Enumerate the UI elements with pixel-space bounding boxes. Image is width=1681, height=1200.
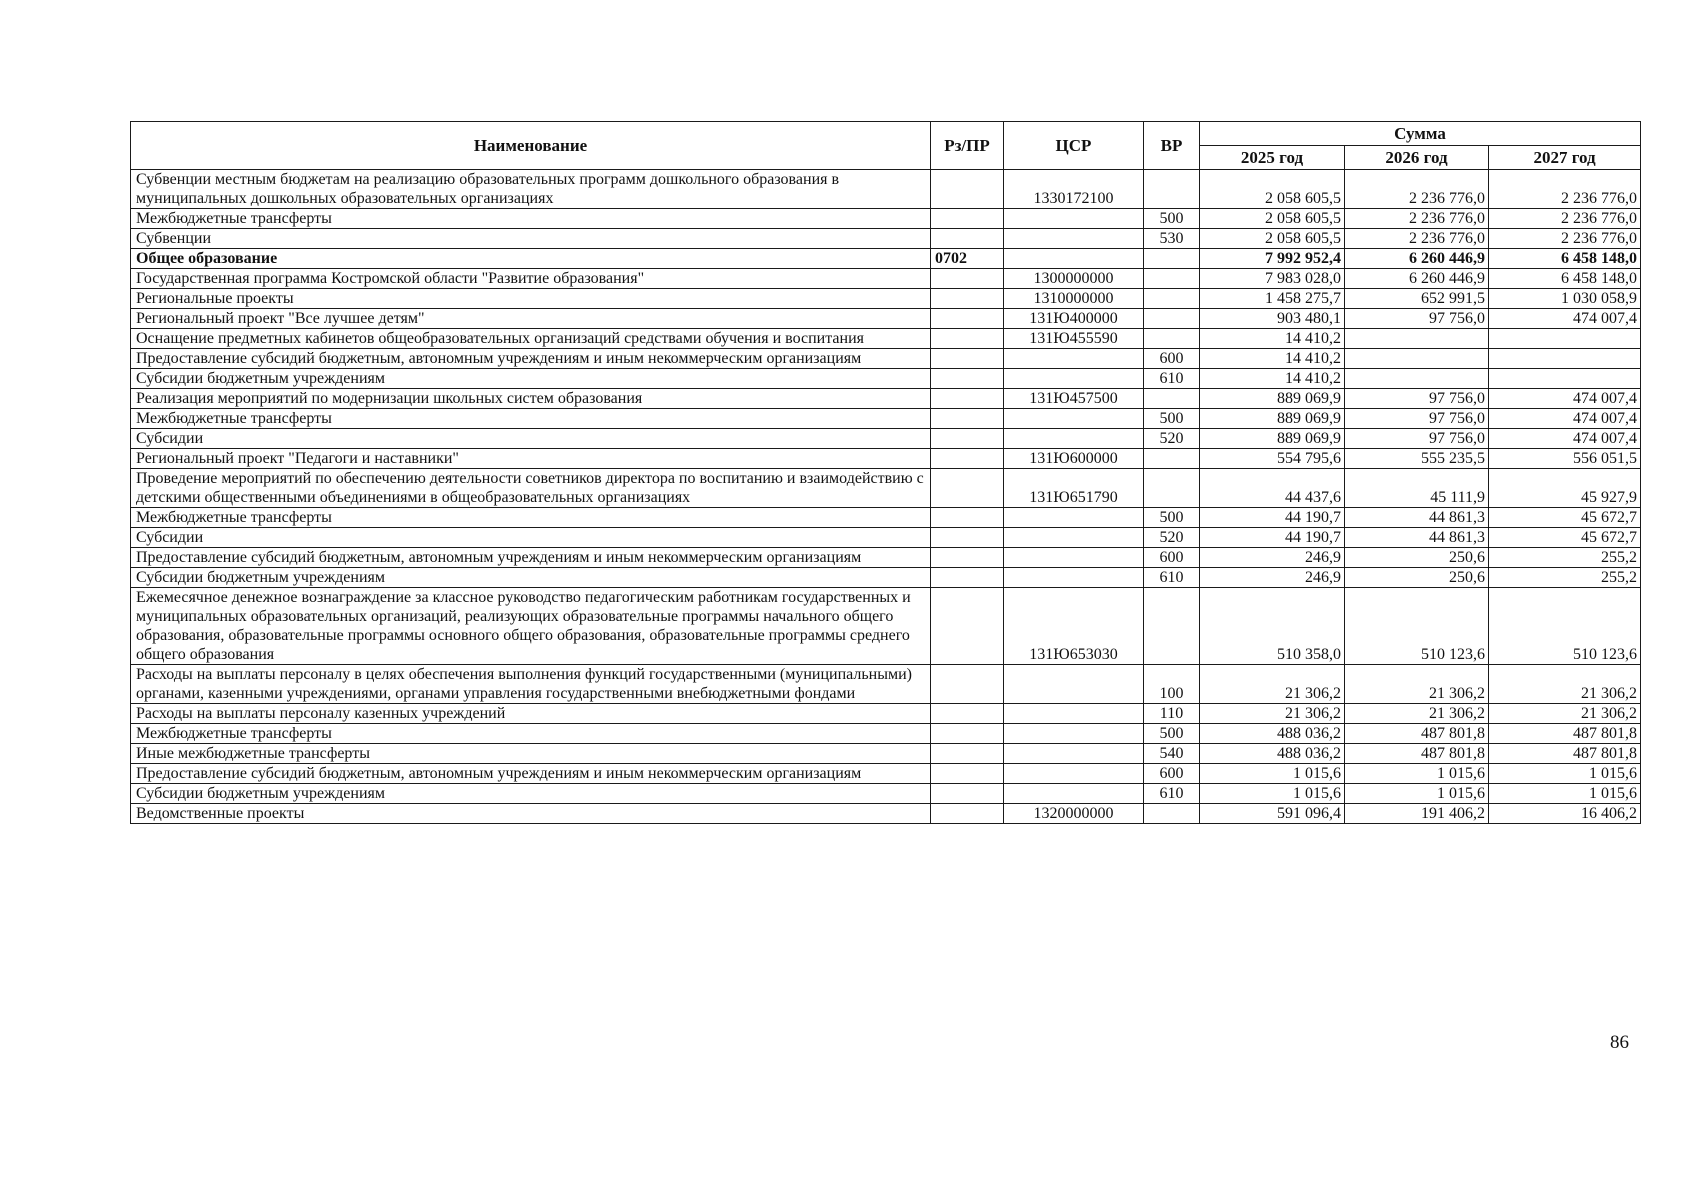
row-vr: 100 (1144, 665, 1200, 704)
row-name: Предоставление субсидий бюджетным, автономным учреждениям и иным некоммерческим организациям (131, 349, 931, 369)
row-sum-2027: 6 458 148,0 (1489, 249, 1641, 269)
row-sum-2027: 2 236 776,0 (1489, 170, 1641, 209)
row-vr (1144, 289, 1200, 309)
row-sum-2025: 14 410,2 (1200, 329, 1345, 349)
row-sum-2026: 44 861,3 (1345, 528, 1489, 548)
table-body (131, 170, 1641, 824)
row-sum-2026: 250,6 (1345, 568, 1489, 588)
row-name: Проведение мероприятий по обеспечению деятельности советников директора по воспитанию и взаимодействию с детскими общественными объединениями в общеобразовательных организациях (131, 469, 931, 508)
table-row (131, 209, 1641, 229)
row-rz-pr (931, 209, 1004, 229)
row-sum-2026: 1 015,6 (1345, 764, 1489, 784)
row-name: Предоставление субсидий бюджетным, автономным учреждениям и иным некоммерческим организациям (131, 548, 931, 568)
row-rz-pr (931, 329, 1004, 349)
row-vr: 600 (1144, 548, 1200, 568)
row-sum-2026: 97 756,0 (1345, 309, 1489, 329)
row-sum-2027: 2 236 776,0 (1489, 229, 1641, 249)
row-rz-pr (931, 269, 1004, 289)
row-name: Межбюджетные трансферты (131, 724, 931, 744)
row-vr: 540 (1144, 744, 1200, 764)
row-rz-pr (931, 744, 1004, 764)
header-vr: ВР (1144, 122, 1200, 170)
row-vr (1144, 309, 1200, 329)
row-csr: 1330172100 (1004, 170, 1144, 209)
row-sum-2026: 250,6 (1345, 548, 1489, 568)
row-csr: 1320000000 (1004, 804, 1144, 824)
row-sum-2025: 44 190,7 (1200, 508, 1345, 528)
row-sum-2027: 1 015,6 (1489, 764, 1641, 784)
row-sum-2027: 510 123,6 (1489, 588, 1641, 665)
row-sum-2026: 652 991,5 (1345, 289, 1489, 309)
table-row (131, 744, 1641, 764)
row-sum-2025: 21 306,2 (1200, 704, 1345, 724)
row-name: Субсидии (131, 528, 931, 548)
row-rz-pr (931, 170, 1004, 209)
page-number: 86 (1610, 1032, 1629, 1053)
table-row (131, 389, 1641, 409)
row-sum-2027: 45 927,9 (1489, 469, 1641, 508)
row-sum-2026: 6 260 446,9 (1345, 269, 1489, 289)
row-sum-2026: 44 861,3 (1345, 508, 1489, 528)
header-name: Наименование (131, 122, 931, 170)
table-row (131, 449, 1641, 469)
table-row (131, 588, 1641, 665)
row-sum-2026 (1345, 329, 1489, 349)
row-sum-2025: 21 306,2 (1200, 665, 1345, 704)
row-rz-pr (931, 784, 1004, 804)
row-csr (1004, 508, 1144, 528)
row-rz-pr (931, 229, 1004, 249)
table-row (131, 724, 1641, 744)
row-sum-2027: 45 672,7 (1489, 508, 1641, 528)
row-vr: 500 (1144, 209, 1200, 229)
row-csr: 1310000000 (1004, 289, 1144, 309)
table-row (131, 289, 1641, 309)
row-sum-2027: 556 051,5 (1489, 449, 1641, 469)
row-name: Субвенции (131, 229, 931, 249)
row-sum-2027: 474 007,4 (1489, 409, 1641, 429)
row-rz-pr: 0702 (931, 249, 1004, 269)
row-rz-pr (931, 429, 1004, 449)
header-csr: ЦСР (1004, 122, 1144, 170)
row-rz-pr (931, 588, 1004, 665)
row-rz-pr (931, 724, 1004, 744)
row-sum-2027: 21 306,2 (1489, 704, 1641, 724)
row-sum-2025: 903 480,1 (1200, 309, 1345, 329)
row-sum-2026: 2 236 776,0 (1345, 170, 1489, 209)
row-csr: 131Ю600000 (1004, 449, 1144, 469)
table-row (131, 548, 1641, 568)
table-row (131, 429, 1641, 449)
table-row (131, 229, 1641, 249)
row-sum-2026: 191 406,2 (1345, 804, 1489, 824)
row-vr: 600 (1144, 349, 1200, 369)
table-row (131, 329, 1641, 349)
table-row (131, 170, 1641, 209)
header-year-2027: 2027 год (1489, 146, 1641, 170)
row-name: Расходы на выплаты персоналу казенных учреждений (131, 704, 931, 724)
table-row (131, 409, 1641, 429)
row-name: Межбюджетные трансферты (131, 508, 931, 528)
row-rz-pr (931, 369, 1004, 389)
row-vr: 610 (1144, 369, 1200, 389)
row-rz-pr (931, 508, 1004, 528)
row-name: Межбюджетные трансферты (131, 409, 931, 429)
row-csr (1004, 724, 1144, 744)
row-sum-2027: 2 236 776,0 (1489, 209, 1641, 229)
row-sum-2027: 255,2 (1489, 568, 1641, 588)
row-sum-2025: 14 410,2 (1200, 369, 1345, 389)
row-csr (1004, 349, 1144, 369)
table-row (131, 349, 1641, 369)
row-rz-pr (931, 289, 1004, 309)
row-sum-2026: 45 111,9 (1345, 469, 1489, 508)
row-csr: 131Ю455590 (1004, 329, 1144, 349)
row-name: Субсидии бюджетным учреждениям (131, 784, 931, 804)
row-sum-2025: 7 992 952,4 (1200, 249, 1345, 269)
row-name: Субсидии (131, 429, 931, 449)
row-sum-2026: 97 756,0 (1345, 429, 1489, 449)
row-sum-2027 (1489, 329, 1641, 349)
row-name: Региональный проект "Педагоги и наставники" (131, 449, 931, 469)
row-csr (1004, 784, 1144, 804)
row-csr (1004, 665, 1144, 704)
row-rz-pr (931, 449, 1004, 469)
row-rz-pr (931, 704, 1004, 724)
row-name: Субвенции местным бюджетам на реализацию образовательных программ дошкольного образования в муниципальных дошкольных образовательных организациях (131, 170, 931, 209)
row-csr (1004, 229, 1144, 249)
row-sum-2025: 554 795,6 (1200, 449, 1345, 469)
row-sum-2027: 45 672,7 (1489, 528, 1641, 548)
row-rz-pr (931, 764, 1004, 784)
row-vr: 520 (1144, 528, 1200, 548)
table-row (131, 804, 1641, 824)
row-vr: 610 (1144, 568, 1200, 588)
table-row (131, 568, 1641, 588)
row-sum-2027: 6 458 148,0 (1489, 269, 1641, 289)
row-vr (1144, 269, 1200, 289)
row-name: Иные межбюджетные трансферты (131, 744, 931, 764)
table-row (131, 528, 1641, 548)
row-csr (1004, 429, 1144, 449)
row-csr: 1300000000 (1004, 269, 1144, 289)
header-year-2026: 2026 год (1345, 146, 1489, 170)
row-sum-2025: 889 069,9 (1200, 409, 1345, 429)
row-sum-2025: 7 983 028,0 (1200, 269, 1345, 289)
row-sum-2026: 21 306,2 (1345, 665, 1489, 704)
row-sum-2027: 474 007,4 (1489, 389, 1641, 409)
row-rz-pr (931, 568, 1004, 588)
row-vr (1144, 469, 1200, 508)
row-sum-2026: 97 756,0 (1345, 389, 1489, 409)
row-rz-pr (931, 469, 1004, 508)
row-sum-2025: 2 058 605,5 (1200, 209, 1345, 229)
row-name: Межбюджетные трансферты (131, 209, 931, 229)
row-sum-2025: 246,9 (1200, 548, 1345, 568)
row-vr (1144, 389, 1200, 409)
row-rz-pr (931, 665, 1004, 704)
row-sum-2026: 2 236 776,0 (1345, 229, 1489, 249)
row-sum-2026: 510 123,6 (1345, 588, 1489, 665)
row-sum-2027 (1489, 349, 1641, 369)
row-csr: 131Ю400000 (1004, 309, 1144, 329)
row-csr (1004, 369, 1144, 389)
row-csr (1004, 744, 1144, 764)
row-sum-2025: 44 190,7 (1200, 528, 1345, 548)
table-row (131, 269, 1641, 289)
table-row (131, 469, 1641, 508)
table-row (131, 784, 1641, 804)
row-sum-2025: 488 036,2 (1200, 724, 1345, 744)
row-sum-2027: 474 007,4 (1489, 309, 1641, 329)
row-csr: 131Ю651790 (1004, 469, 1144, 508)
row-sum-2026: 2 236 776,0 (1345, 209, 1489, 229)
row-name: Субсидии бюджетным учреждениям (131, 369, 931, 389)
row-rz-pr (931, 804, 1004, 824)
row-sum-2027: 1 030 058,9 (1489, 289, 1641, 309)
row-vr (1144, 804, 1200, 824)
row-rz-pr (931, 548, 1004, 568)
row-sum-2027: 474 007,4 (1489, 429, 1641, 449)
budget-table (130, 121, 1641, 824)
row-name: Предоставление субсидий бюджетным, автономным учреждениям и иным некоммерческим организациям (131, 764, 931, 784)
row-sum-2025: 44 437,6 (1200, 469, 1345, 508)
row-sum-2027: 21 306,2 (1489, 665, 1641, 704)
row-vr: 520 (1144, 429, 1200, 449)
header-year-2025: 2025 год (1200, 146, 1345, 170)
row-name: Расходы на выплаты персоналу в целях обеспечения выполнения функций государственными (муниципальными) органами, казенными учреждениями, органами управления государственными внебюджетными фондами (131, 665, 931, 704)
row-rz-pr (931, 349, 1004, 369)
row-csr (1004, 528, 1144, 548)
row-name: Субсидии бюджетным учреждениям (131, 568, 931, 588)
row-name: Оснащение предметных кабинетов общеобразовательных организаций средствами обучения и воспитания (131, 329, 931, 349)
table-row (131, 508, 1641, 528)
row-sum-2025: 1 015,6 (1200, 784, 1345, 804)
row-rz-pr (931, 309, 1004, 329)
row-csr (1004, 249, 1144, 269)
row-sum-2026 (1345, 349, 1489, 369)
row-sum-2027: 255,2 (1489, 548, 1641, 568)
row-sum-2025: 488 036,2 (1200, 744, 1345, 764)
row-name: Ведомственные проекты (131, 804, 931, 824)
row-csr: 131Ю457500 (1004, 389, 1144, 409)
row-vr: 600 (1144, 764, 1200, 784)
row-vr: 500 (1144, 508, 1200, 528)
row-sum-2027: 487 801,8 (1489, 744, 1641, 764)
row-csr (1004, 548, 1144, 568)
table-row (131, 704, 1641, 724)
row-sum-2027: 16 406,2 (1489, 804, 1641, 824)
row-csr (1004, 764, 1144, 784)
row-name: Государственная программа Костромской области "Развитие образования" (131, 269, 931, 289)
table-row (131, 249, 1641, 269)
row-csr: 131Ю653030 (1004, 588, 1144, 665)
row-sum-2027: 487 801,8 (1489, 724, 1641, 744)
table-row (131, 309, 1641, 329)
row-sum-2026: 21 306,2 (1345, 704, 1489, 724)
row-csr (1004, 409, 1144, 429)
row-name: Общее образование (131, 249, 931, 269)
row-sum-2025: 2 058 605,5 (1200, 170, 1345, 209)
table-row (131, 764, 1641, 784)
row-sum-2025: 510 358,0 (1200, 588, 1345, 665)
row-csr (1004, 704, 1144, 724)
row-csr (1004, 568, 1144, 588)
row-sum-2027: 1 015,6 (1489, 784, 1641, 804)
row-vr (1144, 588, 1200, 665)
row-vr: 530 (1144, 229, 1200, 249)
row-name: Реализация мероприятий по модернизации школьных систем образования (131, 389, 931, 409)
row-sum-2026: 487 801,8 (1345, 724, 1489, 744)
row-sum-2025: 246,9 (1200, 568, 1345, 588)
row-csr (1004, 209, 1144, 229)
row-sum-2026: 1 015,6 (1345, 784, 1489, 804)
table-row (131, 369, 1641, 389)
row-vr: 500 (1144, 724, 1200, 744)
row-name: Ежемесячное денежное вознаграждение за классное руководство педагогическим работникам государственных и муниципальных образовательных организаций, реализующих образовательные программы начального общего образования, образовательные программы основного общего образования, образовательные программы среднего общего образования (131, 588, 931, 665)
row-vr (1144, 449, 1200, 469)
row-sum-2026: 487 801,8 (1345, 744, 1489, 764)
row-vr: 500 (1144, 409, 1200, 429)
row-sum-2025: 889 069,9 (1200, 429, 1345, 449)
row-sum-2025: 889 069,9 (1200, 389, 1345, 409)
row-sum-2025: 591 096,4 (1200, 804, 1345, 824)
row-sum-2027 (1489, 369, 1641, 389)
row-sum-2026: 97 756,0 (1345, 409, 1489, 429)
row-vr: 110 (1144, 704, 1200, 724)
row-rz-pr (931, 389, 1004, 409)
row-sum-2025: 2 058 605,5 (1200, 229, 1345, 249)
row-sum-2026: 555 235,5 (1345, 449, 1489, 469)
row-rz-pr (931, 528, 1004, 548)
table-row (131, 665, 1641, 704)
row-sum-2026 (1345, 369, 1489, 389)
row-name: Региональные проекты (131, 289, 931, 309)
row-rz-pr (931, 409, 1004, 429)
row-sum-2025: 14 410,2 (1200, 349, 1345, 369)
row-vr (1144, 329, 1200, 349)
row-vr (1144, 249, 1200, 269)
row-vr (1144, 170, 1200, 209)
header-sum: Сумма (1200, 122, 1641, 146)
row-name: Региональный проект "Все лучшее детям" (131, 309, 931, 329)
row-vr: 610 (1144, 784, 1200, 804)
header-rz-pr: Рз/ПР (931, 122, 1004, 170)
row-sum-2025: 1 458 275,7 (1200, 289, 1345, 309)
row-sum-2025: 1 015,6 (1200, 764, 1345, 784)
row-sum-2026: 6 260 446,9 (1345, 249, 1489, 269)
